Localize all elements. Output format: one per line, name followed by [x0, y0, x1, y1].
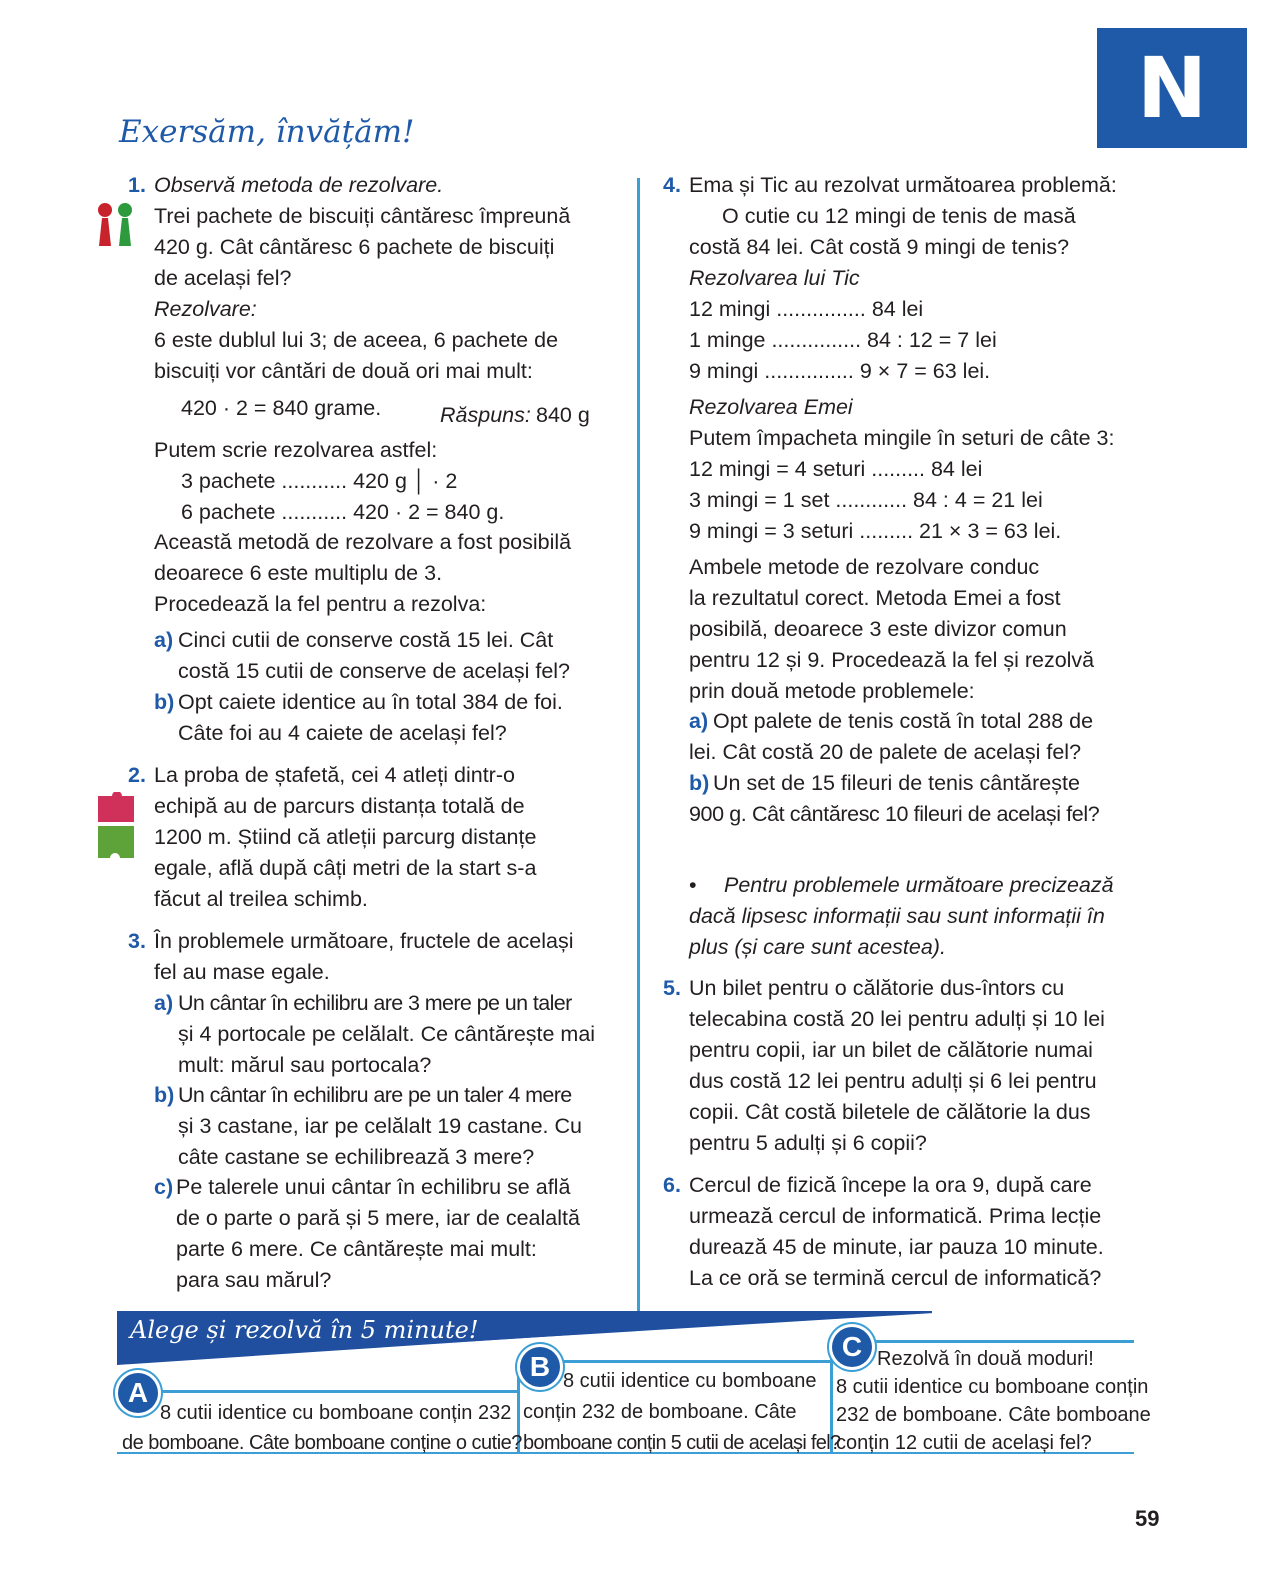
ema-solution-row: 3 mingi = 1 set ............ 84 : 4 = 21 lei: [689, 488, 1043, 512]
exercise-6-text: urmează cercul de informatică. Prima lecție: [689, 1204, 1102, 1228]
calculation: 420 · 2 = 840 grame.: [181, 396, 382, 420]
subitem-b-label: b): [154, 690, 175, 714]
exercise-2-text: făcut al treilea schimb.: [154, 887, 368, 911]
challenge-a-text: 8 cutii identice cu bomboane conțin 232: [160, 1402, 512, 1424]
exercise-5-text: copii. Cât costă biletele de călătorie la dus: [689, 1100, 1091, 1124]
game-pawns-icon: [94, 202, 138, 248]
exercise-6-text: durează 45 de minute, iar pauza 10 minute.: [689, 1235, 1104, 1259]
exercise-2-text: egale, află după câți metri de la start s-a: [154, 856, 537, 880]
exercise-3-text: fel au mase egale.: [154, 960, 330, 984]
answer-value: 840 g: [536, 403, 590, 427]
exercise-4-number: 4.: [663, 173, 681, 197]
subitem-a-label: a): [689, 709, 709, 733]
subitem-a-text: costă 15 cutii de conserve de același fel?: [178, 659, 571, 683]
subitem-b-text: și 3 castane, iar pe celălalt 19 castane. Cu: [178, 1114, 582, 1138]
solution-row: 3 pachete ........... 420 g │ · 2: [181, 469, 458, 493]
ema-solution-row: Putem împacheta mingile în seturi de câte 3:: [689, 426, 1115, 450]
exercise-5-text: telecabina costă 20 lei pentru adulți și 10 lei: [689, 1007, 1105, 1031]
subitem-a-text: Cinci cutii de conserve costă 15 lei. Cât: [178, 628, 554, 652]
exercise-6-text: La ce oră se termină cercul de informatică?: [689, 1266, 1102, 1290]
exercise-1-text: de același fel?: [154, 266, 292, 290]
subitem-b-text: Opt caiete identice au în total 384 de foi.: [178, 690, 563, 714]
challenge-c-text: 232 de bomboane. Câte bomboane: [836, 1404, 1151, 1426]
challenge-c-heading: Rezolvă în două moduri!: [877, 1348, 1094, 1370]
puzzle-pieces-icon: [94, 792, 140, 864]
exercise-3-text: În problemele următoare, fructele de același: [154, 929, 574, 953]
exercise-1-text: Această metodă de rezolvare a fost posibilă: [154, 530, 572, 554]
ema-solution-row: 12 mingi = 4 seturi ......... 84 lei: [689, 457, 983, 481]
subitem-b-text: câte castane se echilibrează 3 mere?: [178, 1145, 535, 1169]
note-bullet: •: [689, 873, 697, 897]
tic-solution-row: 12 mingi ............... 84 lei: [689, 297, 924, 321]
ema-solution-label: Rezolvarea Emei: [689, 395, 853, 419]
note-text: dacă lipsesc informații sau sunt informații în: [689, 904, 1105, 928]
exercise-4-text: costă 84 lei. Cât costă 9 mingi de tenis?: [689, 235, 1070, 259]
exercise-2-text: 1200 m. Știind că atleții parcurg distanțe: [154, 825, 537, 849]
subitem-a-text: mult: mărul sau portocala?: [178, 1053, 432, 1077]
letter-a-icon: A: [118, 1373, 158, 1413]
letter-c-icon: C: [832, 1327, 872, 1367]
subitem-b-text: Un cântar în echilibru are pe un taler 4 mere: [178, 1083, 572, 1107]
tic-solution-row: 1 minge ............... 84 : 12 = 7 lei: [689, 328, 997, 352]
exercise-1-text: deoarece 6 este multiplu de 3.: [154, 561, 443, 585]
subitem-a-text: Un cântar în echilibru are 3 mere pe un taler: [178, 991, 572, 1015]
solution-row: 6 pachete ........... 420 · 2 = 840 g.: [181, 500, 505, 524]
exercise-2-number: 2.: [128, 763, 146, 787]
challenge-b-text: conțin 232 de bomboane. Câte: [523, 1401, 797, 1423]
column-divider: [637, 178, 640, 1320]
section-title: Exersăm, învățăm!: [119, 114, 415, 150]
tic-solution-label: Rezolvarea lui Tic: [689, 266, 860, 290]
subitem-a-label: a): [154, 991, 174, 1015]
box-c-top-line: [852, 1340, 1134, 1343]
exercise-3-number: 3.: [128, 929, 146, 953]
subitem-c-text: de o parte o pară și 5 mere, iar de cealaltă: [176, 1206, 580, 1230]
box-a-top-line: [145, 1390, 517, 1393]
exercise-4-text: Ema și Tic au rezolvat următoarea problemă:: [689, 173, 1117, 197]
tic-solution-row: 9 mingi ............... 9 × 7 = 63 lei.: [689, 359, 991, 383]
page-number: 59: [1135, 1506, 1160, 1531]
subitem-b-text: Un set de 15 fileuri de tenis cântărește: [713, 771, 1080, 795]
exercise-5-text: pentru copii, iar un bilet de călătorie numai: [689, 1038, 1093, 1062]
chapter-badge: N: [1097, 28, 1247, 148]
exercise-6-text: Cercul de fizică începe la ora 9, după care: [689, 1173, 1092, 1197]
banner-title: Alege și rezolvă în 5 minute!: [130, 1316, 479, 1344]
subitem-a-label: a): [154, 628, 174, 652]
challenge-b-text: 8 cutii identice cu bomboane: [563, 1370, 817, 1392]
exercise-4-text: pentru 12 și 9. Procedează la fel și rezolvă: [689, 648, 1095, 672]
subitem-c-label: c): [154, 1175, 174, 1199]
note-text: Pentru problemele următoare precizează: [724, 873, 1114, 897]
exercise-1-instruction: Observă metoda de rezolvare.: [154, 173, 444, 197]
subitem-b-label: b): [154, 1083, 175, 1107]
exercise-5-text: pentru 5 adulți și 6 copii?: [689, 1131, 927, 1155]
exercise-1-text: Trei pachete de biscuiți cântăresc împreună: [154, 204, 571, 228]
challenge-a-text: de bomboane. Câte bomboane conține o cutie?: [122, 1432, 522, 1454]
exercise-2-text: La proba de ștafetă, cei 4 atleți dintr-o: [154, 763, 515, 787]
exercise-6-number: 6.: [663, 1173, 681, 1197]
box-b-top-line: [540, 1360, 830, 1363]
subitem-b-label: b): [689, 771, 710, 795]
answer-label: Răspuns:: [440, 403, 531, 427]
solution-text: Putem scrie rezolvarea astfel:: [154, 438, 438, 462]
exercise-1-text: Procedează la fel pentru a rezolva:: [154, 592, 487, 616]
exercise-1-text: 420 g. Cât cântăresc 6 pachete de biscuiți: [154, 235, 555, 259]
challenge-c-text: 8 cutii identice cu bomboane conțin: [836, 1376, 1149, 1398]
exercise-5-number: 5.: [663, 976, 681, 1000]
exercise-1-number: 1.: [128, 173, 146, 197]
subitem-c-text: parte 6 mere. Ce cântărește mai mult:: [176, 1237, 537, 1261]
subitem-b-text: 900 g. Cât cântăresc 10 fileuri de același fel?: [689, 802, 1100, 826]
challenge-c-text: conțin 12 cutii de același fel?: [836, 1432, 1092, 1454]
ema-solution-row: 9 mingi = 3 seturi ......... 21 × 3 = 63 lei.: [689, 519, 1062, 543]
exercise-4-text: Ambele metode de rezolvare conduc: [689, 555, 1040, 579]
solution-label: Rezolvare:: [154, 297, 257, 321]
subitem-a-text: Opt palete de tenis costă în total 288 de: [713, 709, 1094, 733]
subitem-a-text: lei. Cât costă 20 de palete de același fel?: [689, 740, 1082, 764]
subitem-a-text: și 4 portocale pe celălalt. Ce cântărește mai: [178, 1022, 596, 1046]
solution-text: 6 este dublul lui 3; de aceea, 6 pachete de: [154, 328, 559, 352]
exercise-4-text: posibilă, deoarece 3 este divizor comun: [689, 617, 1067, 641]
exercise-4-text: la rezultatul corect. Metoda Emei a fost: [689, 586, 1061, 610]
solution-text: biscuiți vor cântări de două ori mai mult:: [154, 359, 533, 383]
subitem-c-text: para sau mărul?: [176, 1268, 332, 1292]
exercise-4-text: prin două metode problemele:: [689, 679, 975, 703]
letter-b-icon: B: [520, 1347, 560, 1387]
exercise-2-text: echipă au de parcurs distanța totală de: [154, 794, 525, 818]
exercise-5-text: Un bilet pentru o călătorie dus-întors cu: [689, 976, 1065, 1000]
exercise-4-text: O cutie cu 12 mingi de tenis de masă: [722, 204, 1076, 228]
note-text: plus (și care sunt acestea).: [689, 935, 946, 959]
subitem-c-text: Pe talerele unui cântar în echilibru se află: [176, 1175, 571, 1199]
exercise-5-text: dus costă 12 lei pentru adulți și 6 lei pentru: [689, 1069, 1097, 1093]
subitem-b-text: Câte foi au 4 caiete de același fel?: [178, 721, 507, 745]
challenge-b-text: bomboane conțin 5 cutii de același fel?: [523, 1432, 841, 1454]
